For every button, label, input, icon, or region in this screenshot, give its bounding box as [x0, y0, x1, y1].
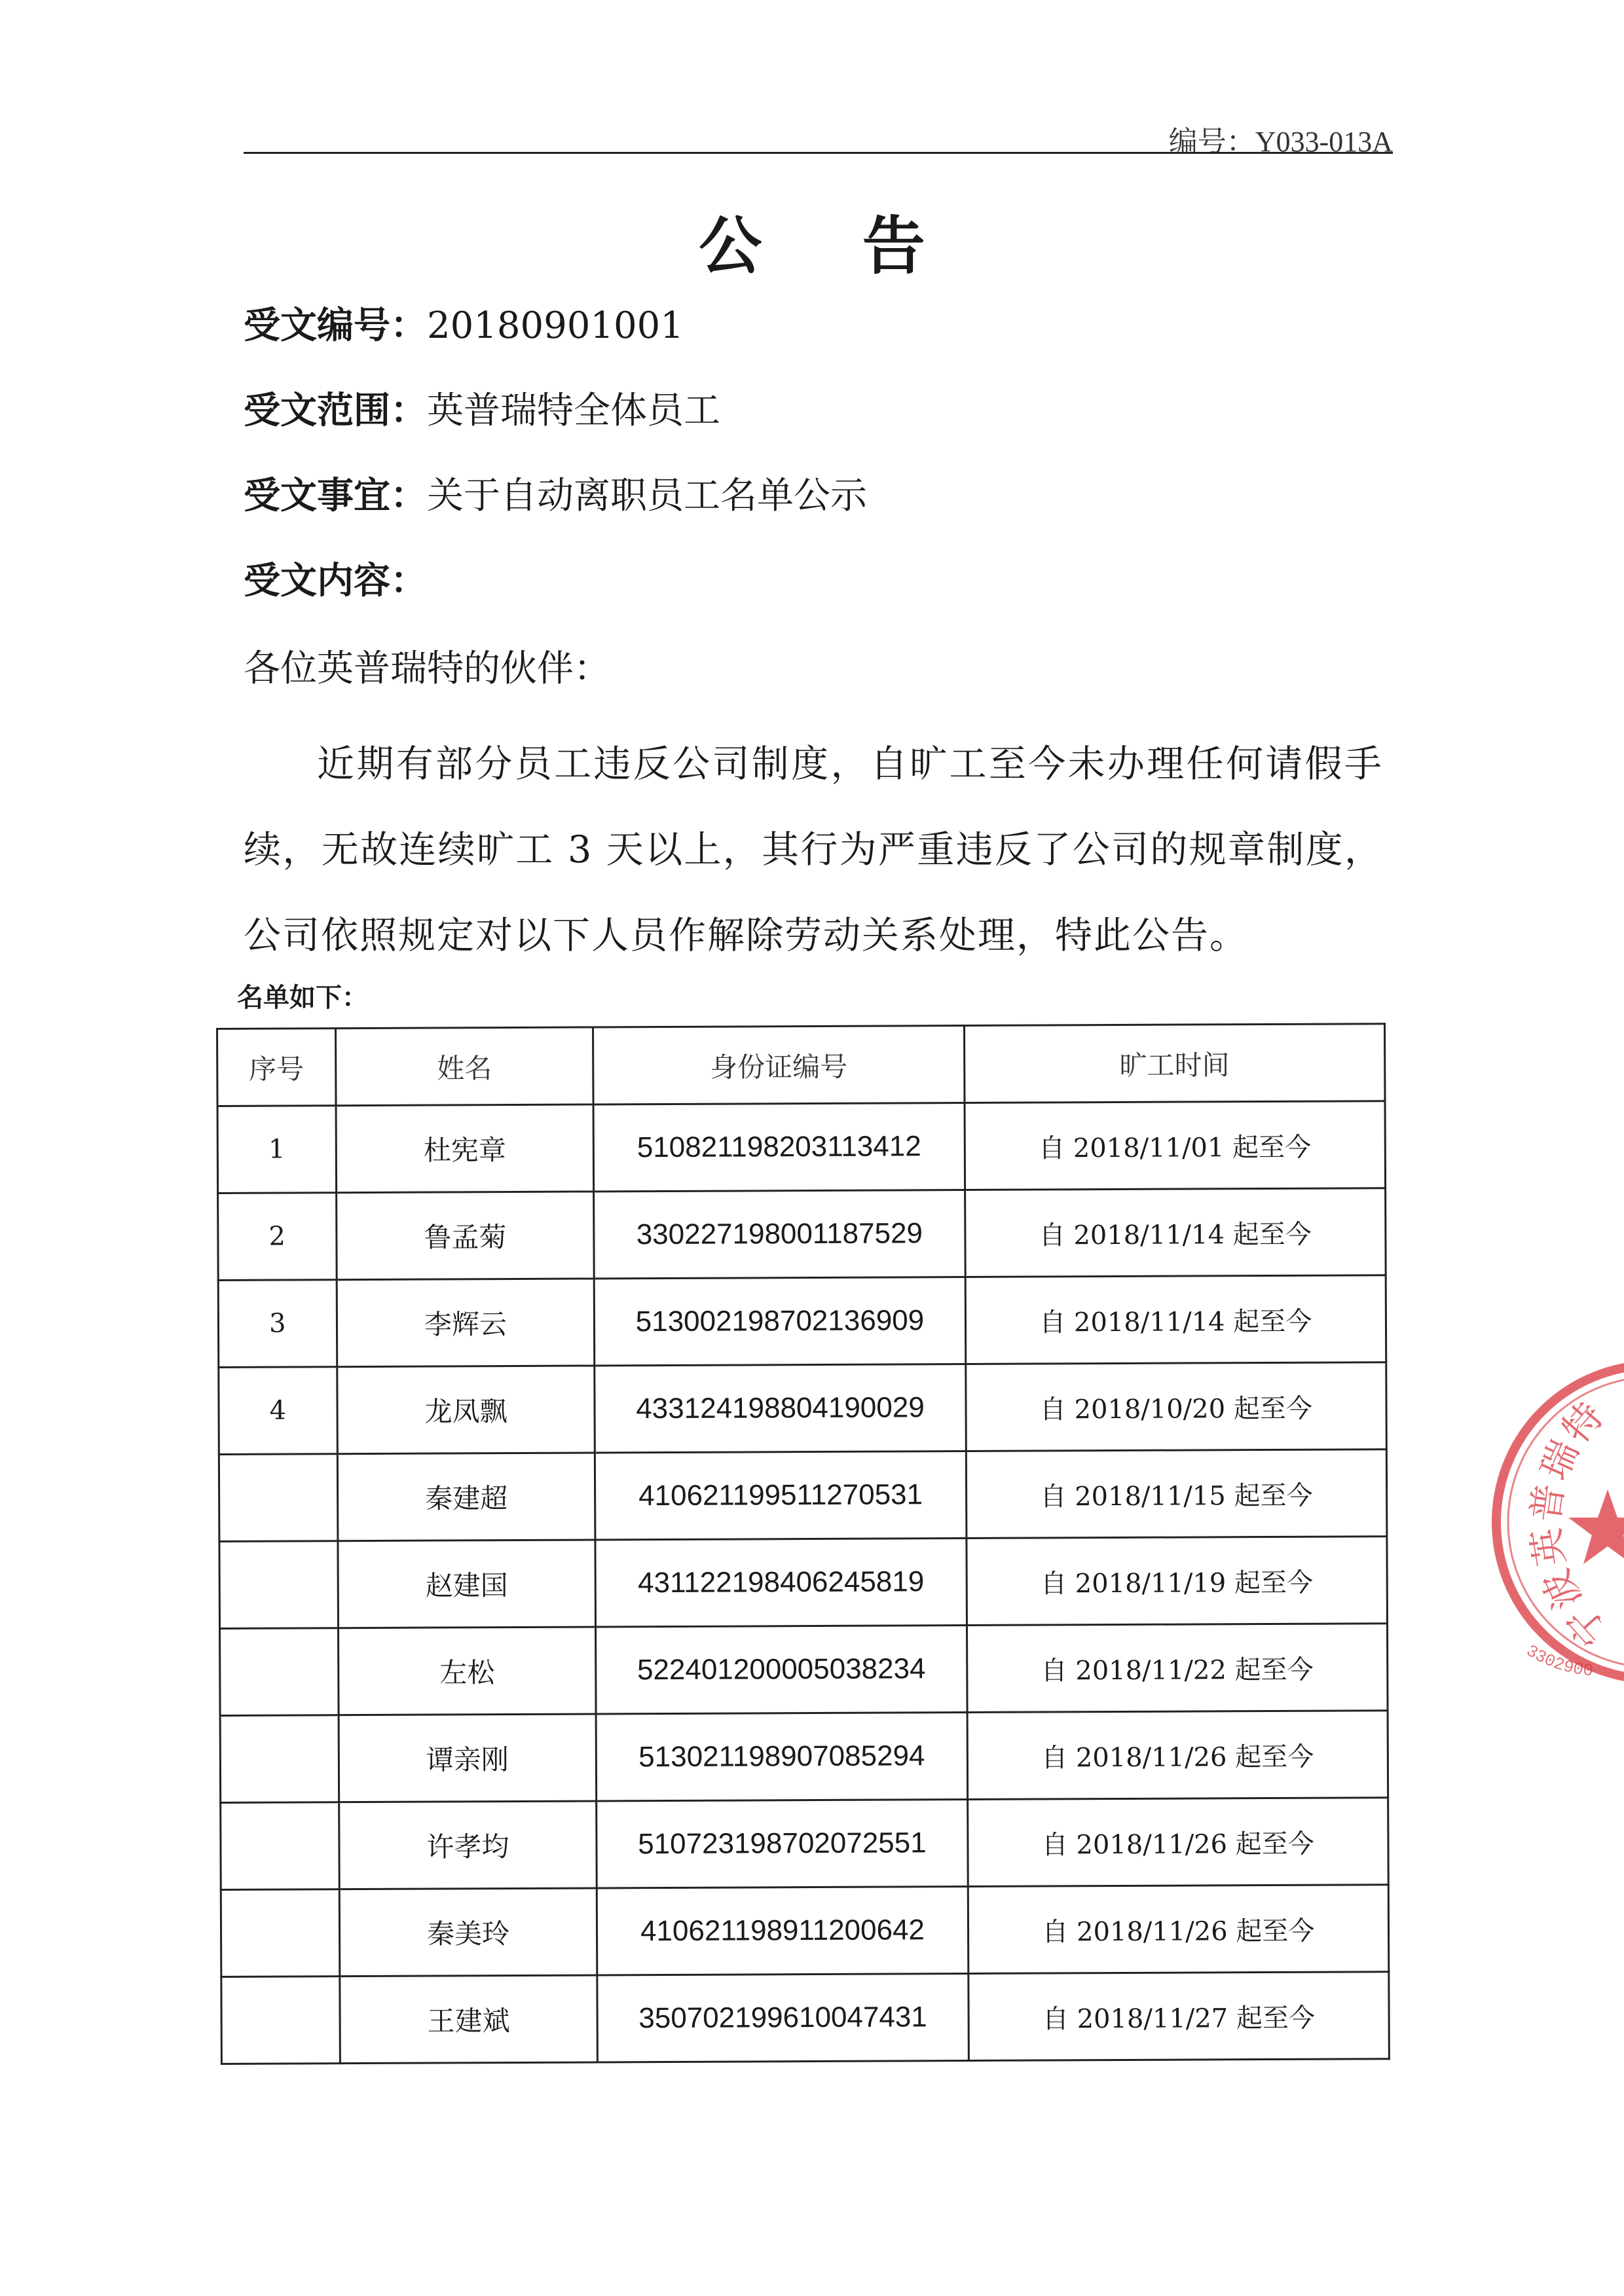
field-label: 受文编号：: [244, 304, 427, 347]
cell-name: 鲁孟菊: [336, 1192, 594, 1280]
table-row: [219, 1537, 1388, 1629]
table-row: [221, 1972, 1390, 2064]
cell-seq: [221, 1889, 339, 1977]
field-label: 受文范围：: [244, 390, 427, 432]
cell-id: 431122198406245819: [595, 1539, 967, 1627]
cell-time: 自 2018/11/26 起至今: [967, 1798, 1388, 1887]
cell-seq: 1: [217, 1106, 336, 1194]
table-row: [220, 1711, 1388, 1803]
cell-name: 杜宪章: [336, 1104, 594, 1193]
header-seq: 序号: [217, 1029, 336, 1106]
cell-time: 自 2018/11/15 起至今: [966, 1449, 1387, 1539]
header-rule: [244, 152, 1393, 154]
cell-seq: [220, 1628, 339, 1716]
table-row: [219, 1362, 1387, 1455]
cell-id: 433124198804190029: [595, 1364, 966, 1453]
employee-table: [216, 1023, 1390, 2065]
cell-seq: [221, 1802, 339, 1890]
cell-seq: [219, 1541, 338, 1629]
field-scope: [244, 382, 720, 434]
header-name: 姓名: [335, 1027, 593, 1106]
cell-id: 513021198907085294: [596, 1713, 967, 1801]
page-title: 公 告: [699, 210, 965, 283]
header-time: 旷工时间: [964, 1024, 1385, 1103]
cell-seq: [220, 1715, 339, 1803]
cell-id: 522401200005038234: [596, 1626, 967, 1714]
seal-star-icon: [1568, 1489, 1624, 1564]
cell-time: 自 2018/11/01 起至今: [965, 1101, 1386, 1190]
cell-name: 秦美玲: [339, 1888, 597, 1977]
cell-name: 左松: [338, 1627, 596, 1715]
header-id: 身份证编号: [593, 1026, 965, 1104]
field-doc-id: [244, 297, 684, 349]
cell-time: 自 2018/11/26 起至今: [967, 1711, 1388, 1800]
field-label: 受文事宜：: [244, 475, 427, 517]
cell-id: 410621198911200642: [597, 1887, 969, 1975]
table-row: [219, 1449, 1387, 1542]
cell-name: 李辉云: [337, 1279, 595, 1367]
cell-name: 赵建国: [338, 1540, 596, 1628]
cell-time: 自 2018/11/14 起至今: [965, 1188, 1386, 1277]
cell-time: 自 2018/11/14 起至今: [965, 1275, 1386, 1364]
cell-id: 510821198203113412: [593, 1103, 965, 1192]
cell-time: 自 2018/11/26 起至今: [968, 1885, 1389, 1974]
table-row: [218, 1188, 1386, 1281]
body-paragraph: 近期有部分员工违反公司制度，自旷工至今未办理任何请假手续，无故连续旷工 3 天以上，其行为严重违反了公司的规章制度，公司依照规定对以下人员作解除劳动关系处理，特此公告。: [244, 742, 1383, 957]
company-seal: [1437, 1358, 1624, 1686]
cell-seq: [219, 1454, 337, 1542]
cell-seq: [221, 1977, 340, 2064]
table-row: [220, 1624, 1388, 1716]
cell-time: 自 2018/11/27 起至今: [968, 1972, 1389, 2061]
cell-id: 330227198001187529: [594, 1190, 965, 1279]
table-header-row: [217, 1024, 1385, 1106]
field-value: 20180901001: [427, 304, 684, 347]
cell-seq: 4: [219, 1367, 337, 1455]
document-number: 编号：Y033-013A: [1168, 126, 1393, 158]
list-label: 名单如下：: [237, 983, 368, 1013]
cell-id: 350702199610047431: [597, 1974, 969, 2062]
field-label: 受文内容：: [244, 560, 427, 602]
field-value: 英普瑞特全体员工: [427, 390, 720, 432]
cell-time: 自 2018/11/19 起至今: [967, 1537, 1388, 1626]
table-row: [221, 1885, 1389, 1977]
cell-time: 自 2018/10/20 起至今: [965, 1362, 1386, 1451]
field-value: 关于自动离职员工名单公示: [427, 475, 867, 517]
cell-id: 510723198702072551: [597, 1800, 968, 1888]
field-content: [244, 552, 427, 604]
cell-name: 谭亲刚: [339, 1714, 597, 1802]
cell-id: 410621199511270531: [595, 1451, 967, 1540]
cell-seq: 3: [218, 1280, 337, 1368]
cell-time: 自 2018/11/22 起至今: [967, 1624, 1388, 1713]
cell-name: 龙凤飘: [337, 1366, 595, 1454]
seal-text-path: 宁波英普瑞特: [1522, 1391, 1616, 1655]
cell-id: 513002198702136909: [595, 1277, 966, 1366]
cell-seq: 2: [218, 1193, 337, 1281]
greeting: 各位英普瑞特的伙伴：: [244, 647, 610, 690]
cell-name: 王建斌: [339, 1975, 597, 2064]
table-row: [221, 1798, 1389, 1890]
table-row: [217, 1101, 1386, 1194]
cell-name: 秦建超: [337, 1453, 595, 1541]
seal-code-path: 3302900: [1522, 1641, 1595, 1681]
table-row: [218, 1275, 1386, 1368]
field-subject: [244, 467, 867, 519]
cell-name: 许孝均: [339, 1801, 597, 1889]
